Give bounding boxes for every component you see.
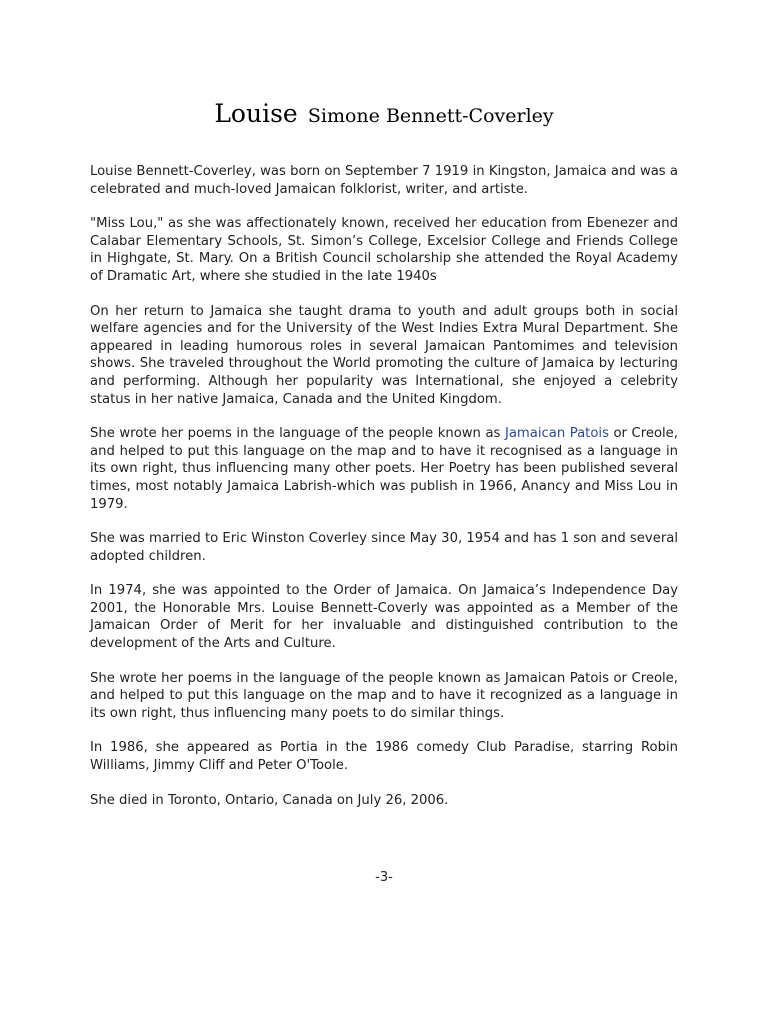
poetry-text-before: She wrote her poems in the language of the people known as <box>90 426 505 442</box>
paragraph-film: In 1986, she appeared as Portia in the 1986 comedy Club Paradise, starring Robin Williams, Jimmy Cliff and Peter O'Toole. <box>90 740 678 774</box>
title-rest-name: Simone Bennett-Coverley <box>307 105 554 127</box>
document-body <box>90 163 678 826</box>
title-first-name: Louise <box>214 99 298 128</box>
paragraph-language: She wrote her poems in the language of the people known as Jamaican Patois or Creole, and helped to put this language on the map and to have it recognized as a language in its own right, thus influencing many poets to do similar things. <box>90 670 678 721</box>
page-number: -3- <box>375 870 393 885</box>
paragraph-career: On her return to Jamaica she taught drama to youth and adult groups both in social welfare agencies and for the University of the West Indies Extra Mural Department. She appeared in leading humorous roles in several Jamaican Pantomimes and television shows. She traveled throughout the World promoting the culture of Jamaica by lecturing and performing. Although her popularity was International, she enjoyed a celebrity status in her native Jamaica, Canada and the United Kingdom. <box>90 303 678 407</box>
paragraph-death: She died in Toronto, Ontario, Canada on July 26, 2006. <box>90 792 449 808</box>
page-title <box>0 96 768 131</box>
paragraph-poetry <box>90 425 678 513</box>
paragraph-marriage: She was married to Eric Winston Coverley since May 30, 1954 and has 1 son and several adopted children. <box>90 531 678 564</box>
paragraph-education: "Miss Lou," as she was affectionately known, received her education from Ebenezer and Calabar Elementary Schools, St. Simon’s College, Excelsior College and Friends College in Highgate, St. Mary. On a British Council scholarship she attended the Royal Academy of Dramatic Art, where she studied in the late 1940s <box>90 216 678 284</box>
paragraph-birth: Louise Bennett-Coverley, was born on September 7 1919 in Kingston, Jamaica and was a celebrated and much-loved Jamaican folklorist, writer, and artiste. <box>90 164 678 197</box>
poetry-text-after: or Creole, and helped to put this language on the map and to have it recognised as a language in its own right, thus influencing many other poets. Her Poetry has been published several times, most notably Jamaica Labrish-which was publish in 1966, Anancy and Miss Lou in 1979. <box>90 426 678 512</box>
jamaican-patois-link[interactable]: Jamaican Patois <box>504 426 609 442</box>
paragraph-honors: In 1974, she was appointed to the Order of Jamaica. On Jamaica’s Independence Day 2001, the Honorable Mrs. Louise Bennett-Coverly was appointed as a Member of the Jamaican Order of Merit for her invaluable and distinguished contribution to the development of the Arts and Culture. <box>90 583 678 652</box>
